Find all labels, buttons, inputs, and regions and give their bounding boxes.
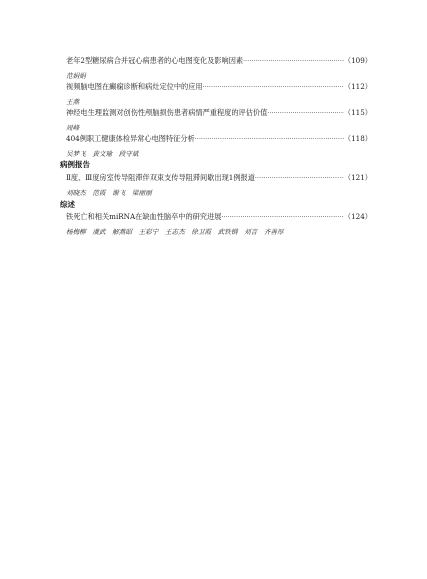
toc-article-title[interactable]: Ⅱ度、Ⅲ度房室传导阻滞伴双束支传导阻滞间歇出现1例报道: [66, 173, 255, 182]
toc-page-number: （115）: [343, 108, 372, 117]
toc-article-title[interactable]: 老年2型糖尿病合并冠心病患者的心电图变化及影响因素: [66, 56, 244, 65]
toc-article-title[interactable]: 404例职工健康体检异常心电图特征分析: [66, 134, 195, 143]
toc-dot-leader: [195, 135, 344, 145]
toc-page-number: （124）: [343, 212, 372, 221]
toc-dot-leader: [221, 213, 344, 223]
toc-page-number: （121）: [343, 173, 372, 182]
toc-title-line: [66, 173, 372, 184]
toc-entry[interactable]: [66, 212, 372, 237]
section-heading: 综述: [60, 200, 75, 209]
toc-title-line: [66, 56, 372, 67]
toc-article-title[interactable]: 神经电生理监测对创伤性颅脑损伤患者病情严重程度的评估价值: [66, 108, 268, 117]
toc-page-number: （109）: [343, 56, 372, 65]
toc-entry[interactable]: [66, 173, 372, 198]
toc-entry[interactable]: [66, 134, 372, 159]
toc-title-line: [66, 134, 372, 145]
toc-dot-leader: [243, 57, 344, 67]
section-heading: 病例报告: [60, 160, 90, 169]
toc-entry[interactable]: [66, 82, 372, 107]
toc-authors: 杨梅柳 虞武 解燕昭 王彩宁 王志杰 徐卫霞 武铁钢 刘言 齐善厚: [66, 228, 284, 236]
toc-title-line: [66, 212, 372, 223]
toc-authors: 刘晓杰 范霞 谢飞 梁丽丽: [66, 189, 152, 197]
toc-entry[interactable]: [66, 108, 372, 133]
toc-dot-leader: [267, 109, 344, 119]
toc-authors: 周峰: [66, 124, 80, 132]
toc-page-number: （118）: [343, 134, 372, 143]
toc-title-line: [66, 82, 372, 93]
toc-dot-leader: [203, 83, 344, 93]
toc-entry[interactable]: [66, 56, 372, 81]
toc-page-number: （112）: [343, 82, 372, 91]
toc-dot-leader: [255, 174, 344, 184]
toc-authors: 范娟娟: [66, 72, 86, 80]
toc-article-title[interactable]: 铁死亡和相关miRNA在缺血性脑卒中的研究进展: [66, 212, 222, 221]
toc-authors: 王燕: [66, 98, 80, 106]
toc-authors: 吴梦飞 黄文瑜 段守斌: [66, 150, 139, 158]
toc-title-line: [66, 108, 372, 119]
toc-article-title[interactable]: 视频脑电图在癫痫诊断和病灶定位中的应用: [66, 82, 203, 91]
